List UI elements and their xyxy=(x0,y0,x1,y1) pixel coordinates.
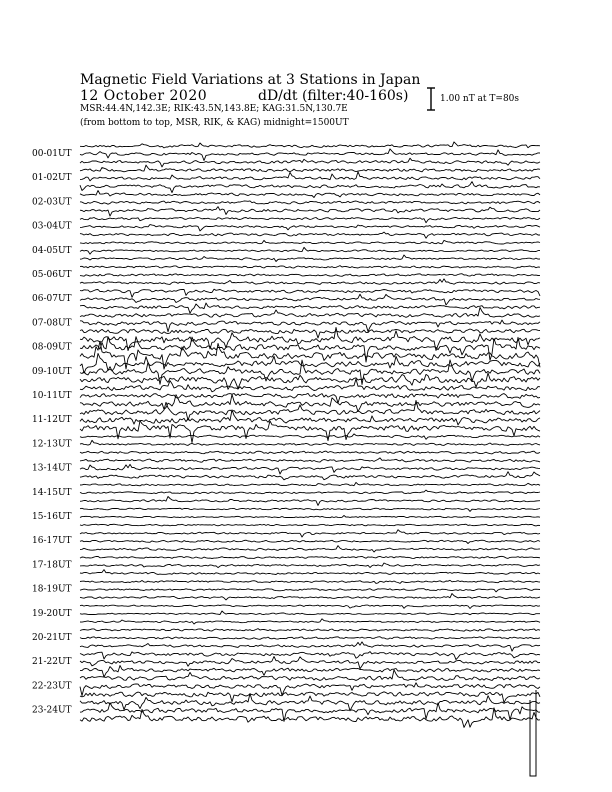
trace-msr xyxy=(80,692,540,703)
trace-kag xyxy=(80,217,540,222)
trace-rik xyxy=(80,464,540,474)
hour-label: 09-10UT xyxy=(32,366,72,377)
hour-label: 00-01UT xyxy=(32,149,72,159)
trace-kag xyxy=(80,530,540,537)
trace-kag xyxy=(80,508,540,511)
trace-msr xyxy=(80,421,540,443)
hour-label: 05-06UT xyxy=(32,270,72,280)
hour-label: 07-08UT xyxy=(32,318,72,329)
trace-kag xyxy=(80,191,540,198)
trace-msr xyxy=(80,666,540,678)
trace-rik xyxy=(80,683,540,696)
trace-rik xyxy=(80,294,540,305)
trace-rik xyxy=(80,516,540,518)
hour-label: 01-02UT xyxy=(32,173,72,184)
hour-label: 14-15UT xyxy=(32,487,72,498)
hour-label: 13-14UT xyxy=(32,463,72,474)
hour-label: 10-11UT xyxy=(32,391,72,401)
trace-rik xyxy=(80,201,540,204)
trace-msr xyxy=(80,642,540,651)
trace-kag xyxy=(80,482,540,485)
trace-rik xyxy=(80,563,540,568)
trace-rik xyxy=(80,393,540,403)
trace-msr xyxy=(80,619,540,624)
trace-msr xyxy=(80,232,540,238)
trace-kag xyxy=(80,240,540,244)
trace-kag xyxy=(80,165,540,172)
trace-rik xyxy=(80,149,540,161)
hour-label: 16-17UT xyxy=(32,536,72,547)
trace-msr xyxy=(80,472,540,480)
trace-rik xyxy=(80,225,540,231)
trace-kag xyxy=(80,652,540,660)
trace-rik xyxy=(80,637,540,640)
trace-rik xyxy=(80,172,540,181)
trace-msr xyxy=(80,279,540,285)
hour-label: 02-03UT xyxy=(32,197,72,208)
trace-rik xyxy=(80,657,540,669)
trace-kag xyxy=(80,308,540,318)
hour-label: 03-04UT xyxy=(32,221,72,232)
scale-bar-label: 1.00 nT at T=80s xyxy=(440,94,520,104)
trace-msr xyxy=(80,207,540,217)
trace-msr xyxy=(80,570,540,575)
filter-label: dD/dt (filter:40-160s) xyxy=(258,88,409,104)
trace-msr xyxy=(80,451,540,454)
trace-kag xyxy=(80,580,540,583)
trace-msr xyxy=(80,303,540,313)
trace-rik xyxy=(80,540,540,543)
trace-kag xyxy=(80,353,540,373)
trace-rik xyxy=(80,589,540,592)
trace-kag xyxy=(80,458,540,462)
stations-info: MSR:44.4N,142.3E; RIK:43.5N,143.8E; KAG:31.5N,130.7E xyxy=(80,104,348,114)
trace-msr xyxy=(80,158,540,167)
trace-rik xyxy=(80,611,540,615)
trace-kag xyxy=(80,289,540,297)
hour-label: 18-19UT xyxy=(32,584,72,595)
chart-date: 12 October 2020 xyxy=(80,88,208,104)
scale-bar xyxy=(427,88,435,110)
hour-label: 04-05UT xyxy=(32,245,72,256)
hour-label: 12-13UT xyxy=(32,439,72,450)
trace-rik xyxy=(80,320,540,332)
trace-msr xyxy=(80,329,540,338)
chart-title: Magnetic Field Variations at 3 Stations in Japan xyxy=(80,72,421,88)
hour-label: 11-12UT xyxy=(32,415,72,426)
trace-rik xyxy=(80,247,540,254)
hour-label: 08-09UT xyxy=(32,342,72,353)
trace-kag xyxy=(80,605,540,609)
trace-msr xyxy=(80,524,540,526)
trace-msr xyxy=(80,255,540,262)
trace-msr xyxy=(80,546,540,552)
hour-label: 06-07UT xyxy=(32,294,72,305)
trace-kag xyxy=(80,266,540,269)
order-note: (from bottom to top, MSR, RIK, & KAG) midnight=1500UT xyxy=(80,118,349,128)
hour-label: 17-18UT xyxy=(32,560,72,571)
trace-rik xyxy=(80,490,540,494)
trace-rik xyxy=(80,274,540,277)
trace-kag xyxy=(80,556,540,558)
trace-kag xyxy=(80,142,540,148)
trace-kag xyxy=(80,434,540,439)
hour-label: 19-20UT xyxy=(32,608,72,619)
trace-msr xyxy=(80,394,540,411)
hour-label: 15-16UT xyxy=(32,512,72,522)
trace-msr xyxy=(80,497,540,506)
hour-label: 20-21UT xyxy=(32,633,72,643)
trace-msr xyxy=(80,182,540,193)
hour-label: 22-23UT xyxy=(32,681,72,692)
trace-rik xyxy=(80,440,540,445)
hour-label: 23-24UT xyxy=(32,705,72,716)
trace-kag xyxy=(80,629,540,632)
hour-label: 21-22UT xyxy=(32,657,72,668)
trace-msr xyxy=(80,594,540,600)
